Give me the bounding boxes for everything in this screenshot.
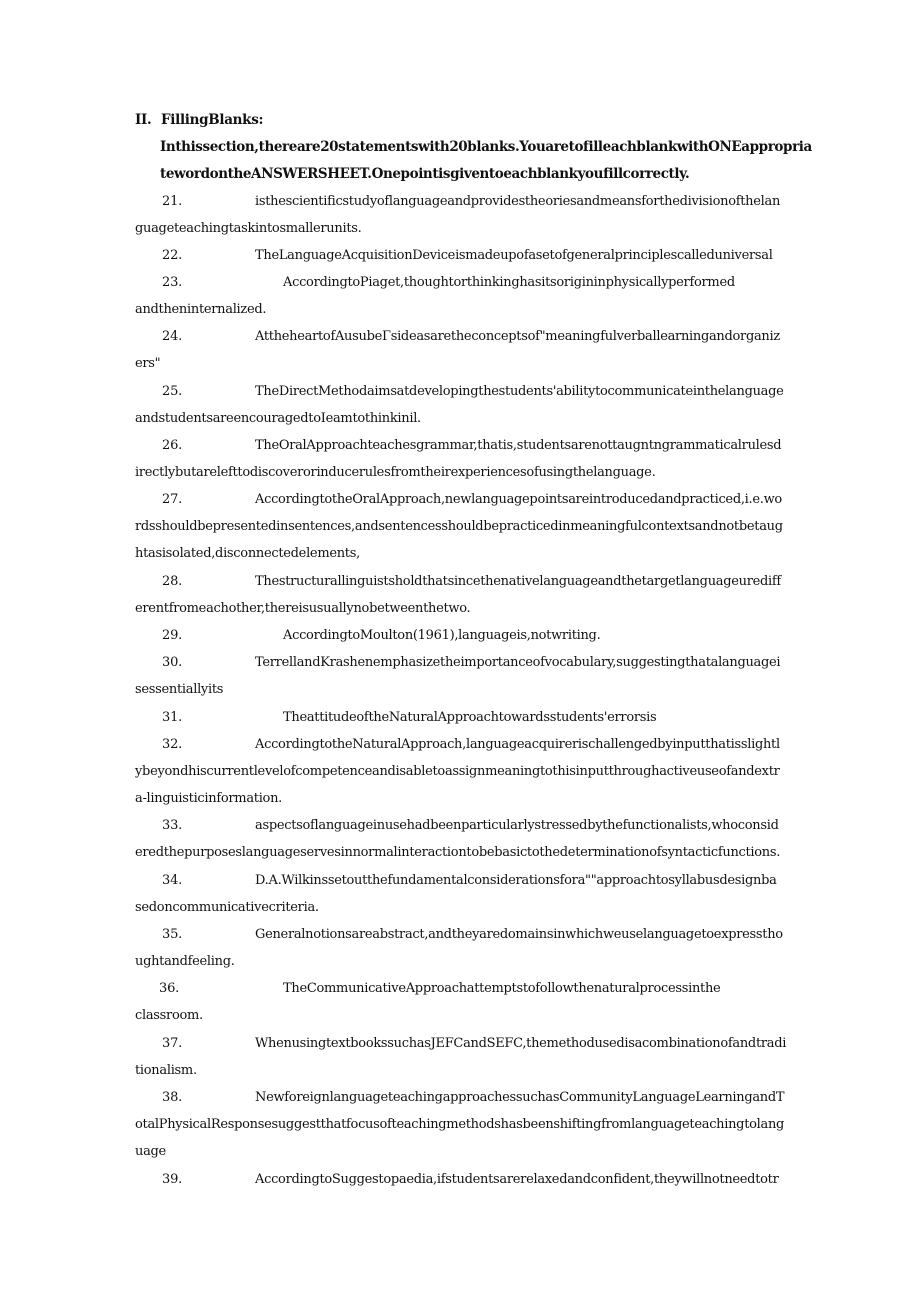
item-number-36: 36. [159, 981, 180, 996]
item-38-line-3: uage [135, 1144, 166, 1159]
item-23-line-2: andtheninternalized. [135, 302, 267, 317]
item-25-line-2: andstudentsareencouragedtoIeamtothinkinil. [135, 411, 421, 426]
item-number-22: 22. [162, 248, 183, 263]
item-number-33: 33. [162, 818, 183, 833]
item-number-38: 38. [162, 1090, 183, 1105]
instruction-line-1: Inthissection,thereare20statementswith20blanks.YouaretofilleachblankwithONEappropria [160, 139, 812, 155]
item-number-31: 31. [162, 710, 183, 725]
item-34-line-1: D.A.Wilkinssetoutthefundamentalconsiderationsfora""approachtosyllabusdesignba [255, 873, 777, 888]
item-number-32: 32. [162, 737, 183, 752]
section-number: II. [135, 112, 152, 128]
item-number-23: 23. [162, 275, 183, 290]
section-title: FillingBlanks: [161, 112, 264, 128]
item-37-line-2: tionalism. [135, 1063, 197, 1078]
item-24-line-2: ers" [135, 356, 161, 371]
item-35-line-2: ughtandfeeling. [135, 954, 235, 969]
item-33-line-2: eredthepurposeslanguageservesinnormalinteractiontobebasictothedeterminationofsyntacticfunctions. [135, 845, 781, 860]
item-32-line-2: ybeyondhiscurrentlevelofcompetenceandisabletoassignmeaningtothisinputthroughactiveuseofandextr [135, 764, 780, 779]
item-31-line-1: TheattitudeoftheNaturalApproachtowardsstudents'errorsis [283, 710, 657, 725]
item-number-28: 28. [162, 574, 183, 589]
item-36-line-1: TheCommunicativeApproachattemptstofollowthenaturalprocessinthe [283, 981, 721, 996]
item-number-26: 26. [162, 438, 183, 453]
item-number-35: 35. [162, 927, 183, 942]
item-29-line-1: AccordingtoMoulton(1961),languageis,notwriting. [283, 628, 601, 643]
item-26-line-2: irectlybutarelefttodiscoverorinducerulesfromtheirexperiencesofusingthelanguage. [135, 465, 656, 480]
item-number-24: 24. [162, 329, 183, 344]
item-37-line-1: WhenusingtextbookssuchasJEFCandSEFC,themethodusedisacombinationofandtradi [255, 1036, 787, 1051]
item-27-line-3: htasisolated,disconnectedelements, [135, 546, 360, 561]
item-38-line-1: NewforeignlanguageteachingapproachessuchasCommunityLanguageLearningandT [255, 1090, 785, 1105]
item-number-27: 27. [162, 492, 183, 507]
item-30-line-2: sessentiallyits [135, 682, 224, 697]
item-24-line-1: AttheheartofAusubeΓsideasaretheconceptsof"meaningfulverballearningandorganiz [255, 329, 780, 344]
item-27-line-1: AccordingtotheOralApproach,newlanguagepointsareintroducedandpracticed,i.e.wo [255, 492, 782, 507]
instruction-line-2: tewordontheANSWERSHEET.Onepointisgiventoeachblankyoufillcorrectly. [160, 166, 690, 182]
item-23-line-1: AccordingtoPiaget,thoughtorthinkinghasitsorigininphysicallyperformed [283, 275, 735, 290]
item-28-line-1: Thestructurallinguistsholdthatsincethenativelanguageandthetargetlanguageurediff [255, 574, 781, 589]
item-21-line-2: guageteachingtaskintosmallerunits. [135, 221, 362, 236]
item-27-line-2: rdsshouldbepresentedinsentences,andsentencesshouldbepracticedinmeaningfulcontextsandnotbetaug [135, 519, 783, 534]
item-28-line-2: erentfromeachother,thereisusuallynobetweenthetwo. [135, 601, 471, 616]
item-number-37: 37. [162, 1036, 183, 1051]
item-number-30: 30. [162, 655, 183, 670]
item-39-line-1: AccordingtoSuggestopaedia,ifstudentsarerelaxedandconfident,theywillnotneedtotr [255, 1172, 779, 1187]
item-38-line-2: otalPhysicalResponsesuggestthatfocusofteachingmethodshasbeenshiftingfromlanguageteachingtolang [135, 1117, 785, 1132]
item-22-line-1: TheLanguageAcquisitionDeviceismadeupofasetofgeneralprinciplescalleduniversal [255, 248, 773, 263]
item-21-line-1: isthescientificstudyoflanguageandprovidestheoriesandmeansforthedivisionofthelan [255, 194, 781, 209]
item-33-line-1: aspectsoflanguageinusehadbeenparticularlystressedbythefunctionalists,whoconsid [255, 818, 779, 833]
item-30-line-1: TerrellandKrashenemphasizetheimportanceofvocabulary,suggestingthatalanguagei [255, 655, 781, 670]
item-number-25: 25. [162, 384, 183, 399]
item-36-line-2: classroom. [135, 1008, 203, 1023]
item-number-21: 21. [162, 194, 183, 209]
item-35-line-1: Generalnotionsareabstract,andtheyaredomainsinwhichweuselanguagetoexpresstho [255, 927, 783, 942]
item-26-line-1: TheOralApproachteachesgrammar,thatis,studentsarenottaugntngrammaticalrulesd [255, 438, 782, 453]
item-34-line-2: sedoncommunicativecriteria. [135, 900, 319, 915]
item-32-line-1: AccordingtotheNaturalApproach,languageacquirerischallengedbyinputthatisslightl [255, 737, 780, 752]
section-heading [135, 110, 263, 130]
item-number-34: 34. [162, 873, 183, 888]
item-32-line-3: a-linguisticinformation. [135, 791, 282, 806]
item-25-line-1: TheDirectMethodaimsatdevelopingthestudents'abilitytocommunicateinthelanguage [255, 384, 784, 399]
item-number-39: 39. [162, 1172, 183, 1187]
item-number-29: 29. [162, 628, 183, 643]
